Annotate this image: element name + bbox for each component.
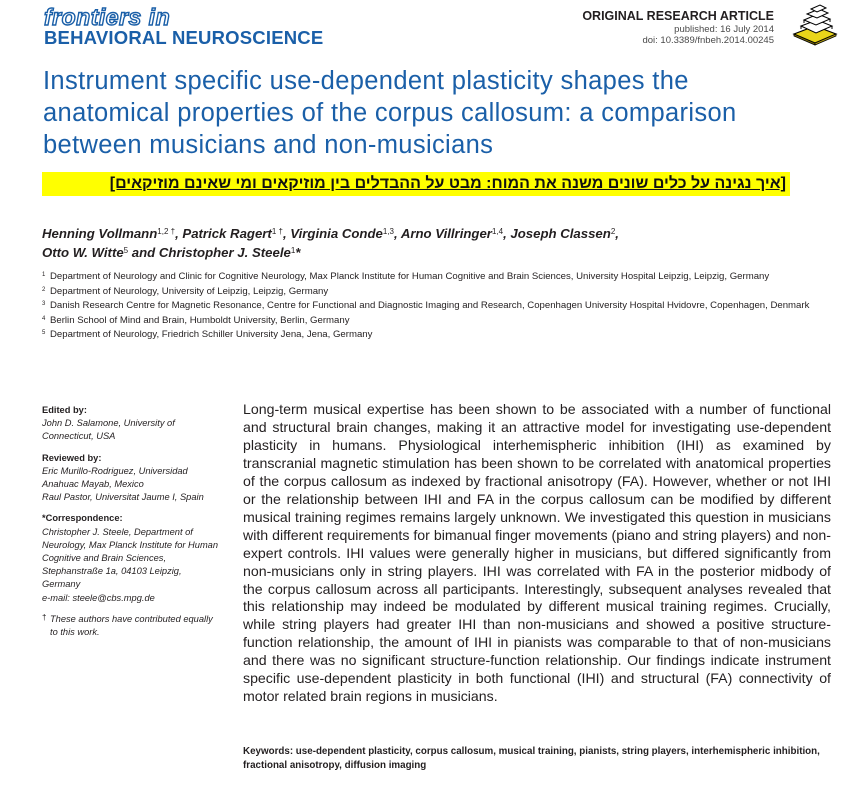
correspondence-heading: *Correspondence:: [42, 513, 123, 524]
journal-name-line1: frontiers in: [44, 4, 171, 30]
reviewed-by-heading: Reviewed by:: [42, 452, 102, 463]
affiliation-item: [42, 328, 822, 343]
author-separator: ,: [393, 226, 401, 241]
article-type: ORIGINAL RESEARCH ARTICLE: [582, 9, 774, 23]
edited-by-heading: Edited by:: [42, 405, 87, 415]
affiliation-item: [42, 314, 822, 329]
affiliation-text: Department of Neurology and Clinic for Cognitive Neurology, Max Planck Institute for Human Cognitive and Brain Sciences, University Hospital Leipzig, Leipzig, Germany: [50, 271, 770, 282]
author-separator: ,: [282, 226, 291, 241]
affiliation-text: Danish Research Centre for Magnetic Resonance, Centre for Functional and Diagnostic Imaging and Research, Copenhagen University Hospital Hvidovre, Copenhagen, Denmark: [50, 300, 810, 312]
author-name[interactable]: Virginia Conde: [290, 226, 383, 241]
author-separator: ,: [615, 226, 619, 241]
author-name[interactable]: Otto W. Witte: [42, 245, 124, 260]
editorial-sidebar: [42, 404, 222, 647]
affiliation-item: [42, 299, 822, 314]
equal-contribution-note: These authors have contributed equally to this work.: [50, 613, 213, 638]
author-separator: *: [295, 245, 301, 260]
crossmark-stack-icon[interactable]: [790, 2, 840, 46]
reviewer-1: Eric Murillo-Rodriguez, Universidad Anahuac Mayab, Mexico: [42, 465, 188, 490]
author-affiliation-sup: 1,3: [382, 227, 394, 236]
published-date: published: 16 July 2014: [674, 24, 774, 35]
author-list: [42, 224, 742, 262]
author-affiliation-sup: 1,4: [491, 227, 504, 236]
affiliation-item: [42, 270, 822, 285]
abstract-text: Long-term musical expertise has been shown to be associated with a number of functional and structural brain changes, making it an attractive model for investigating use-dependent plasticity in humans. Physiological interhemispheric inhibition (IHI) as examined by transcranial magnetic stimulation has been shown to be correlated with anatomical properties of the corpus callosum as indexed by fractional anisotropy (FA). However, whether or not IHI or the relationship between IHI and FA in the corpus callosum can be modified by different musical training regimes remains largely unknown. We investigated this question in musicians with different requirements for bimanual finger movements (piano and string players) and non-expert controls. IHI values were generally higher in musicians, but differed significantly from non-musicians only in string players. IHI was correlated with FA in the posterior midbody of the corpus callosum across all participants. Interestingly, subsequent analyses revealed that this relationship may indeed be modulated by different musical training regimes. Crucially, while string players had greater IHI than non-musicians and showed a positive structure-function relationship, the amount of IHI in pianists was comparable to that of non-musicians and there was no significant structure-function relationship. Our findings indicate instrument specific use-dependent plasticity in both functional (IHI) and structural (FA) connectivity of motor related brain regions in musicians.: [243, 401, 831, 705]
author-name[interactable]: Joseph Classen: [510, 226, 611, 241]
author-separator: and: [128, 245, 159, 260]
editor-name: John D. Salamone, University of Connecticut, USA: [42, 418, 175, 442]
affiliation-number: 2: [42, 286, 46, 293]
author-affiliation-sup: 1 †: [271, 227, 283, 236]
equal-contribution-dagger: †: [42, 612, 47, 622]
journal-name-line2: BEHAVIORAL NEUROSCIENCE: [44, 27, 324, 48]
article-title: Instrument specific use-dependent plasticity shapes the anatomical properties of the corpus callosum: a comparison between musicians and non-musicians: [43, 67, 737, 159]
author-affiliation-sup: 2: [610, 227, 616, 236]
author-name[interactable]: Christopher J. Steele: [158, 245, 291, 260]
affiliations: [42, 270, 822, 343]
author-name[interactable]: Patrick Ragert: [182, 226, 272, 241]
author-affiliation-sup: 1: [290, 246, 296, 255]
keywords: Keywords: use-dependent plasticity, corpus callosum, musical training, pianists, string players, interhemispheric inhibition, fractional anisotropy, diffusion imaging: [243, 746, 820, 771]
author-affiliation-sup: 5: [123, 246, 129, 255]
hebrew-translated-title: [איך נגינה על כלים שונים משנה את המוח: מבט על ההבדלים בין מוזיקאים ומי שאינם מוזיקאים]: [42, 172, 790, 196]
affiliation-text: Department of Neurology, University of Leipzig, Leipzig, Germany: [50, 285, 329, 297]
author-name[interactable]: Arno Villringer: [400, 226, 492, 241]
author-name[interactable]: Henning Vollmann: [42, 226, 158, 241]
correspondence-email[interactable]: e-mail: steele@cbs.mpg.de: [42, 592, 155, 603]
correspondence-address: Christopher J. Steele, Department of Neurology, Max Planck Institute for Human Cognitive and Brain Sciences, Stephanstraße 1a, 04103 Leipzig, Germany: [42, 526, 219, 590]
affiliation-text: Berlin School of Mind and Brain, Humboldt University, Berlin, Germany: [50, 314, 350, 326]
author-separator: ,: [175, 226, 183, 241]
author-separator: ,: [503, 226, 511, 241]
reviewer-2: Raul Pastor, Universitat Jaume I, Spain: [42, 492, 204, 503]
affiliation-item: [42, 285, 822, 300]
affiliation-text: Department of Neurology, Friedrich Schiller University Jena, Jena, Germany: [50, 329, 373, 341]
affiliation-number: 1: [42, 272, 46, 278]
affiliation-number: 5: [42, 330, 46, 337]
affiliation-number: 3: [42, 301, 46, 308]
doi: doi: 10.3389/fnbeh.2014.00245: [642, 35, 774, 46]
author-affiliation-sup: 1,2 †: [157, 227, 176, 236]
affiliation-number: 4: [42, 315, 46, 322]
